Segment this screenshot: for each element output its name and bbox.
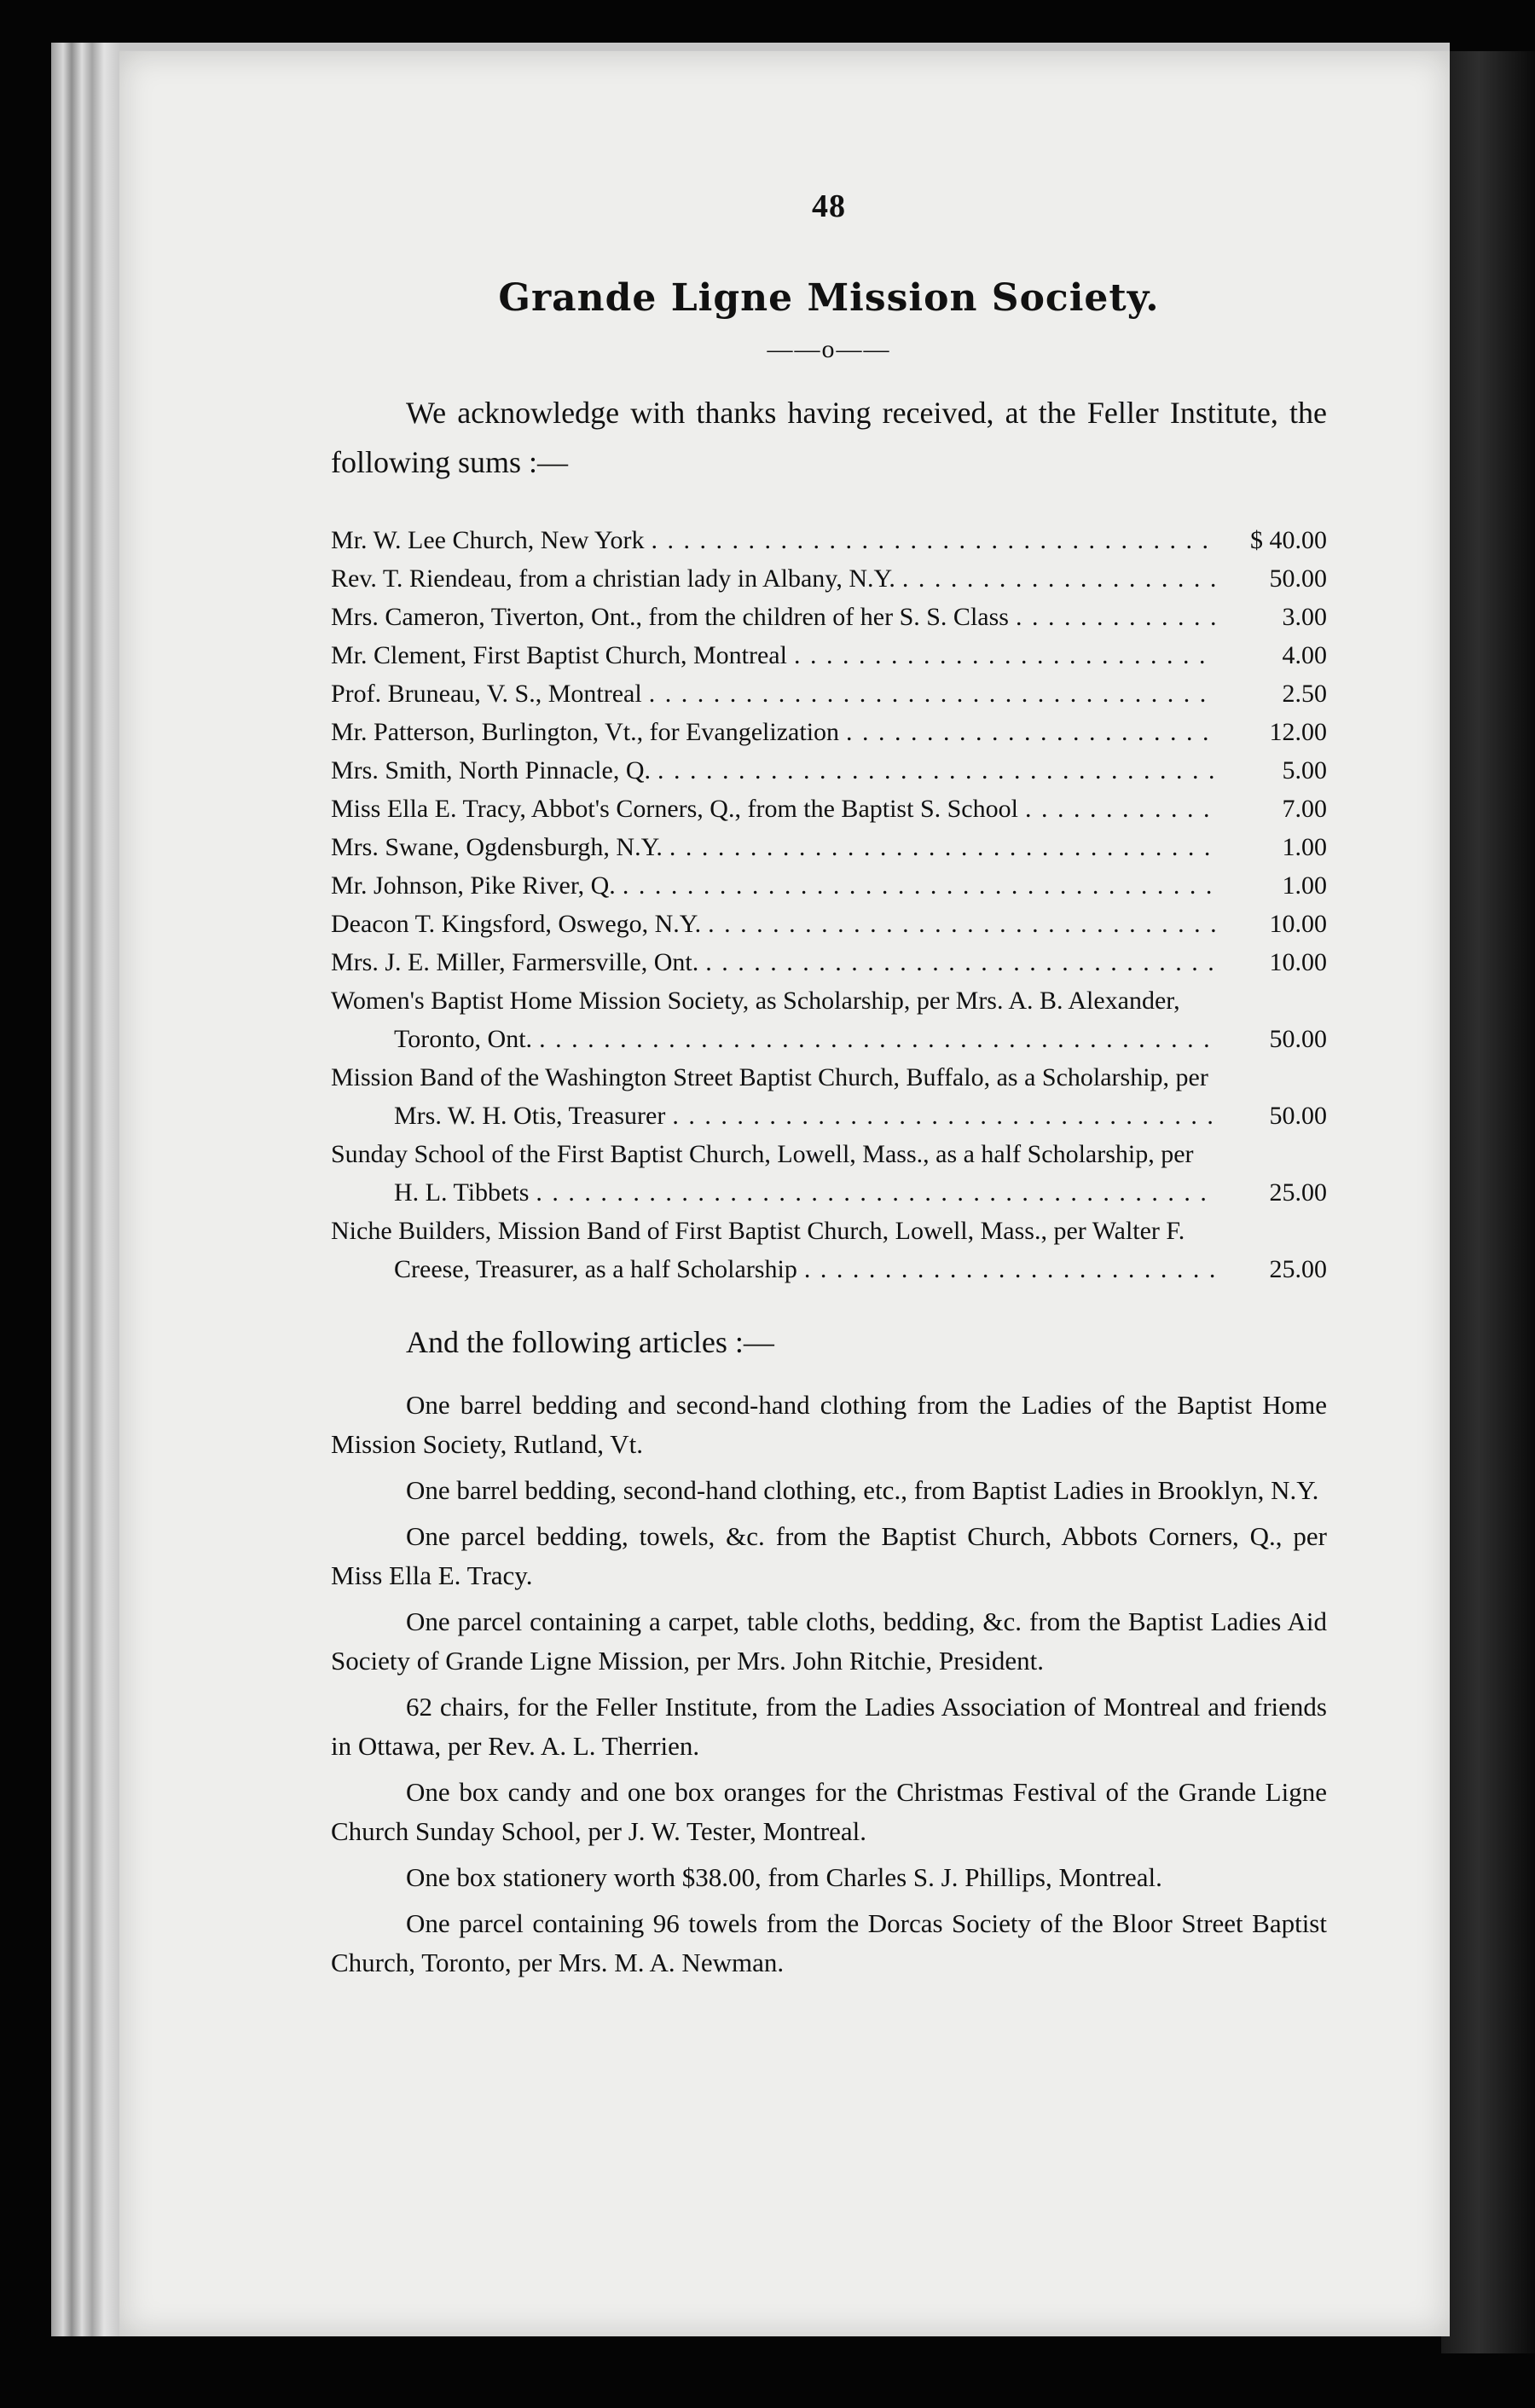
donation-row [331,713,1327,751]
donation-donor: Mission Band of the Washington Street Baptist Church, Buffalo, as a Scholarship, per Mrs. W. H. Otis, Treasurer . . . [331,1058,1216,1135]
article-paragraph: One box stationery worth $38.00, from Charles S. J. Phillips, Montreal. [406,1862,1162,1892]
donation-row [331,559,1327,598]
donation-donor: Mrs. J. E. Miller, Farmersville, Ont. . . . [331,943,1216,981]
donation-amount: 25.00 [1216,1250,1327,1288]
article-paragraph: One box candy and one box oranges for the Christmas Festival of the Grande Ligne Church Sunday School, per J. W. Tester, Montreal. [331,1777,1327,1846]
donation-amount: 10.00 [1216,905,1327,943]
donation-amount: 50.00 [1216,1020,1327,1058]
article-paragraph: One parcel bedding, towels, &c. from the Baptist Church, Abbots Corners, Q., per Miss Ella E. Tracy. [331,1521,1327,1590]
donation-donor: Mr. Johnson, Pike River, Q. . . . [331,866,1216,905]
page-number: 48 [812,188,846,224]
donation-amount: 1.00 [1216,866,1327,905]
page-title: Grande Ligne Mission Society. [498,276,1160,320]
donation-amount: 50.00 [1216,1097,1327,1135]
donation-amount: 12.00 [1216,713,1327,751]
donation-amount: 5.00 [1216,751,1327,790]
donation-row [331,1212,1327,1288]
donation-donor: Mrs. Smith, North Pinnacle, Q. . . . [331,751,1216,790]
article-paragraph: One parcel containing a carpet, table cloths, bedding, &c. from the Baptist Ladies Aid Society of Grande Ligne Mission, per Mrs. John Ritchie, President. [331,1606,1327,1676]
title-divider: ——o—— [767,335,891,363]
donation-row [331,674,1327,713]
donation-donor: Niche Builders, Mission Band of First Baptist Church, Lowell, Mass., per Walter F. Creese, Treasurer, as a half Scholarship . . . [331,1212,1216,1288]
donation-row [331,866,1327,905]
donation-amount: 50.00 [1216,559,1327,598]
donation-amount: 4.00 [1216,636,1327,674]
donation-donor: Rev. T. Riendeau, from a christian lady in Albany, N.Y. . . . [331,559,1216,598]
donation-amount: 3.00 [1216,598,1327,636]
donation-donor: Women's Baptist Home Mission Society, as Scholarship, per Mrs. A. B. Alexander, Toronto, Ont. . . . [331,981,1216,1058]
donation-row [331,790,1327,828]
article-paragraph: One barrel bedding and second-hand clothing from the Ladies of the Baptist Home Mission Society, Rutland, Vt. [331,1390,1327,1459]
donation-amount: $ 40.00 [1216,521,1327,559]
donation-row [331,521,1327,559]
intro-paragraph: We acknowledge with thanks having received, at the Feller Institute, the following sums :— [331,396,1327,479]
articles-heading: And the following articles :— [406,1325,774,1359]
donation-row [331,751,1327,790]
article-paragraph: One parcel containing 96 towels from the Dorcas Society of the Bloor Street Baptist Church, Toronto, per Mrs. M. A. Newman. [331,1908,1327,1977]
donation-amount: 2.50 [1216,674,1327,713]
donation-row [331,943,1327,981]
donation-row [331,1058,1327,1135]
donation-donor: Sunday School of the First Baptist Church, Lowell, Mass., as a half Scholarship, per H. L. Tibbets . . . [331,1135,1216,1212]
donation-amount: 25.00 [1216,1173,1327,1212]
donation-amount: 1.00 [1216,828,1327,866]
donations-list [331,521,1327,1288]
donation-donor: Mrs. Swane, Ogdensburgh, N.Y. . . . [331,828,1216,866]
page-content [331,188,1327,1989]
donation-donor: Miss Ella E. Tracy, Abbot's Corners, Q., from the Baptist S. School . . . [331,790,1216,828]
donation-amount: 10.00 [1216,943,1327,981]
donation-amount: 7.00 [1216,790,1327,828]
donation-row [331,981,1327,1058]
article-paragraph: 62 chairs, for the Feller Institute, from the Ladies Association of Montreal and friends in Ottawa, per Rev. A. L. Therrien. [331,1692,1327,1761]
donation-donor: Mr. Patterson, Burlington, Vt., for Evangelization . . . [331,713,1216,751]
article-paragraph: One barrel bedding, second-hand clothing, etc., from Baptist Ladies in Brooklyn, N.Y. [406,1475,1319,1505]
facing-page-shadow [1441,51,1535,2353]
donation-donor: Mr. W. Lee Church, New York . . . [331,521,1216,559]
donation-donor: Mr. Clement, First Baptist Church, Montreal . . . [331,636,1216,674]
donation-donor: Deacon T. Kingsford, Oswego, N.Y. . . . [331,905,1216,943]
donation-row [331,636,1327,674]
donation-row [331,1135,1327,1212]
donation-row [331,598,1327,636]
donation-donor: Prof. Bruneau, V. S., Montreal . . . [331,674,1216,713]
donation-row [331,905,1327,943]
donation-donor: Mrs. Cameron, Tiverton, Ont., from the children of her S. S. Class . . . [331,598,1216,636]
donation-row [331,828,1327,866]
